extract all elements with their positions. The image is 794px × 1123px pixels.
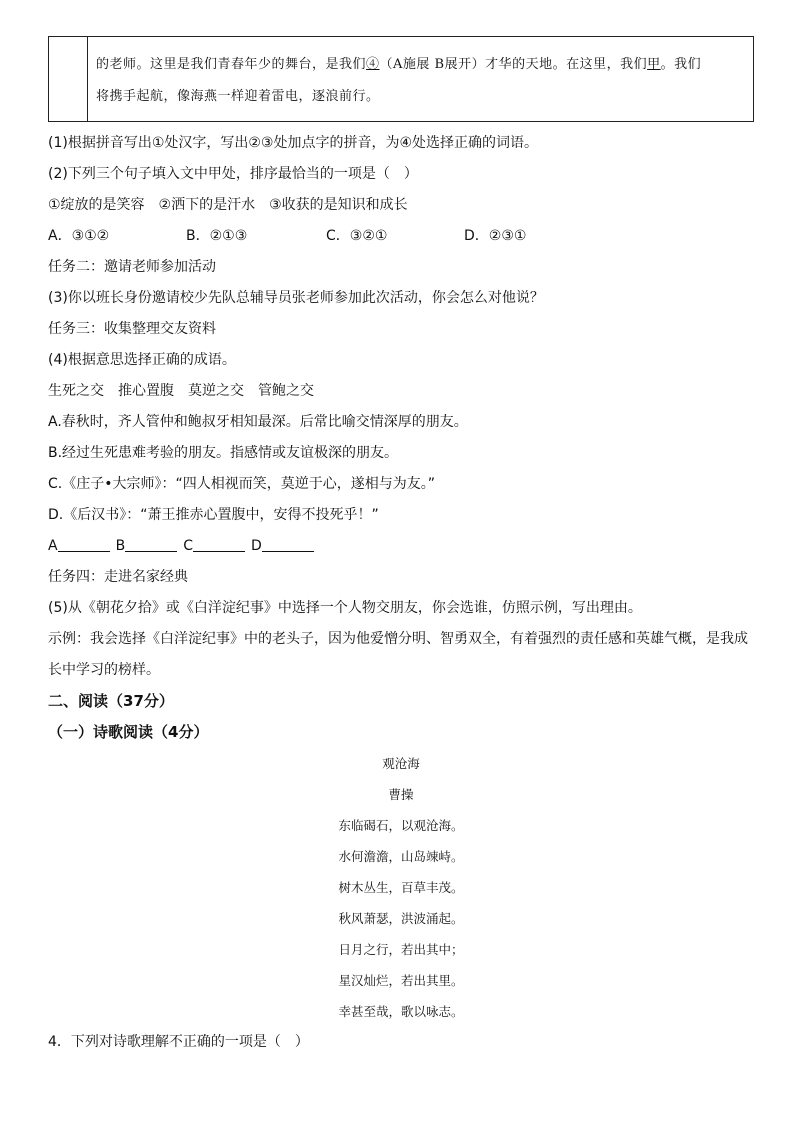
poem-line: 树木丛生，百草丰茂。 — [338, 880, 464, 895]
example-line-1: 示例：我会选择《白洋淀纪事》中的老头子，因为他爱憎分明、智勇双全，有着强烈的责任感和英雄气概，是我成 — [48, 631, 748, 647]
task-4-heading: 任务四：走进名家经典 — [48, 569, 188, 585]
question-4-item-a: A.春秋时，齐人管仲和鲍叔牙相知最深。后常比喻交情深厚的朋友。 — [48, 414, 468, 430]
question-4-item-b: B.经过生死患难考验的朋友。指感情或友谊极深的朋友。 — [48, 445, 399, 461]
passage-box-left-cell — [49, 37, 88, 121]
blank-4: ④ — [366, 57, 380, 72]
question-2: (2)下列三个句子填入文中甲处，排序最恰当的一项是（ ） — [48, 166, 418, 182]
idiom-list: 生死之交 推心置腹 莫逆之交 管鲍之交 — [48, 383, 314, 399]
answer-blank-d[interactable] — [262, 537, 314, 552]
passage-box — [48, 36, 754, 122]
question-4: (4)根据意思选择正确的成语。 — [48, 352, 236, 368]
answer-blank-a[interactable] — [58, 537, 110, 552]
answer-blank-c[interactable] — [193, 537, 245, 552]
question-2-options — [48, 221, 754, 252]
question-3: (3)你以班长身份邀请校少先队总辅导员张老师参加此次活动，你会怎么对他说？ — [48, 290, 544, 306]
task-2-heading: 任务二：邀请老师参加活动 — [48, 259, 216, 275]
poem-line: 水何澹澹，山岛竦峙。 — [338, 849, 464, 864]
example-line-2: 长中学习的榜样。 — [48, 662, 160, 678]
document-page — [48, 36, 754, 1058]
poem-title: 观沧海 — [382, 756, 420, 771]
passage-text — [88, 37, 753, 121]
question-4-item-d: D.《后汉书》：“萧王推赤心置腹中，安得不投死乎！” — [48, 507, 379, 523]
question-2-sentences: ①绽放的是笑容 ②洒下的是汗水 ③收获的是知识和成长 — [48, 197, 408, 213]
question-5: (5)从《朝花夕拾》或《白洋淀纪事》中选择一个人物交朋友，你会选谁，仿照示例，写出理由。 — [48, 600, 642, 616]
poem-line: 日月之行，若出其中； — [338, 942, 464, 957]
option-d: D．②③① — [464, 228, 527, 244]
section-2-1-heading: （一）诗歌阅读（4分） — [48, 723, 209, 741]
poem — [48, 748, 754, 1027]
option-c: C．③②① — [326, 228, 388, 244]
option-b: B．②①③ — [186, 228, 248, 244]
passage-line-2: 将携手起航，像海燕一样迎着雷电，逐浪前行。 — [96, 89, 380, 104]
passage-line-1: 的老师。这里是我们青春年少的舞台，是我们④（A施展 B展开）才华的天地。在这里，我们甲。我们 — [96, 57, 702, 72]
answer-blank-b[interactable] — [125, 537, 177, 552]
section-2-heading: 二、阅读（37分） — [48, 692, 174, 710]
question-4-poem: 4．下列对诗歌理解不正确的一项是（ ） — [48, 1034, 309, 1050]
answer-blanks: A B C D — [48, 531, 754, 562]
poem-author: 曹操 — [388, 787, 414, 802]
question-1: (1)根据拼音写出①处汉字，写出②③处加点字的拼音，为④处选择正确的词语。 — [48, 135, 539, 151]
poem-line: 东临碣石，以观沧海。 — [338, 818, 464, 833]
option-a: A．③①② — [48, 228, 110, 244]
blank-jia: 甲 — [647, 57, 661, 72]
poem-line: 星汉灿烂，若出其里。 — [338, 973, 464, 988]
poem-line: 秋风萧瑟，洪波涌起。 — [338, 911, 464, 926]
question-4-item-c: C.《庄子•大宗师》：“四人相视而笑，莫逆于心，遂相与为友。” — [48, 476, 435, 492]
task-3-heading: 任务三：收集整理交友资料 — [48, 321, 216, 337]
poem-line: 幸甚至哉，歌以咏志。 — [338, 1004, 464, 1019]
